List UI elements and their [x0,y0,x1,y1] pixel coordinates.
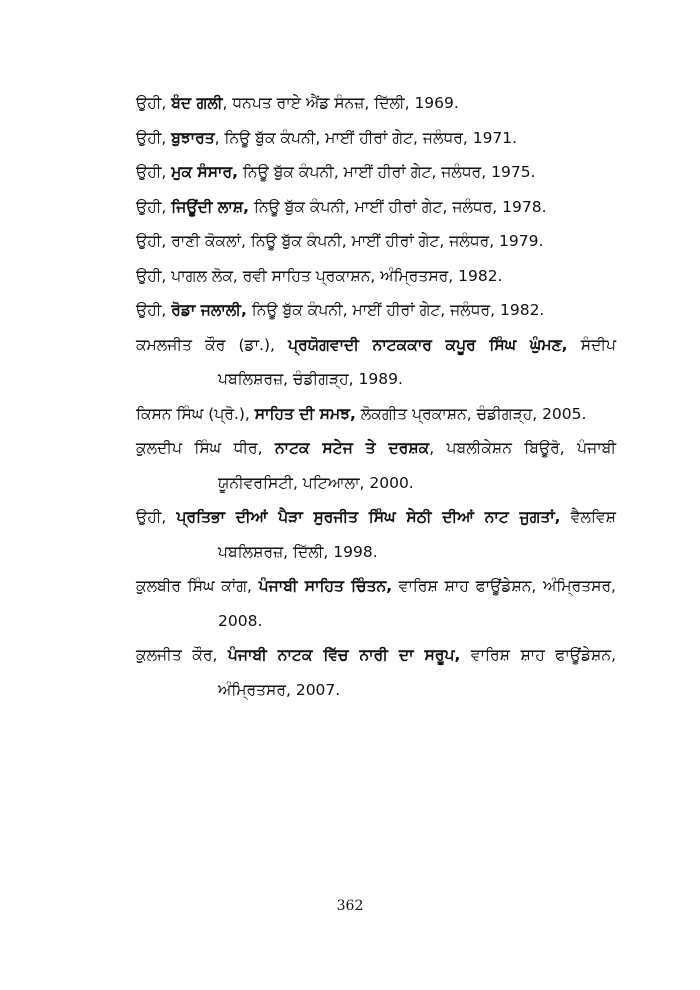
entry-author: ਉਹੀ, [136,128,172,147]
entry-title: ਨਾਟਕ ਸਟੇਜ ਤੇ ਦਰਸ਼ਕ [274,439,430,457]
entry-author: ਉਹੀ, [136,163,172,181]
entry-author: ਕੁਲਦੀਪ ਸਿੰਘ ਧੀਰ, [136,439,275,457]
bibliography-entry [136,293,616,328]
entry-publication: ਨਿਊ ਬੁੱਕ ਕੰਪਨੀ, ਮਾਈਂ ਹੀਰਾਂ ਗੇਟ, ਜਲੰਧਰ, 1982. [246,301,545,319]
entry-author: ਕਮਲਜੀਤ ਕੌਰ (ਡਾ.), [136,335,289,354]
entry-author: ਉਹੀ, [136,197,172,216]
entry-publication: ਨਿਊ ਬੁੱਕ ਕੰਪਨੀ, ਮਾਈਂ ਹੀਰਾਂ ਗੇਟ, ਜਲੰਧਰ, 1978. [249,197,547,216]
bibliography-entry [136,190,616,225]
entry-author: ਉਹੀ, [136,266,172,285]
entry-author: ਕੁਲਬੀਰ ਸਿੰਘ ਕਾਂਗ, [136,577,259,595]
entry-author: ਕਿਸਨ ਸਿੰਘ (ਪ੍ਰੋ.), [136,404,255,423]
entry-publication: , ਨਿਊ ਬੁੱਕ ਕੰਪਨੀ, ਮਾਈਂ ਹੀਰਾਂ ਗੇਟ, ਜਲੰਧਰ, 1971. [214,128,518,147]
entry-author: ਉਹੀ, [136,508,177,526]
bibliography-list [136,86,616,707]
entry-publication: ਵੈਲਵਿਸ਼ ਪਬਲਿਸ਼ਰਜ਼, ਦਿੱਲੀ, 1998. [218,508,616,561]
entry-publication: ਸੰਦੀਪ ਪਬਲਿਸ਼ਰਜ਼, ਚੰਡੀਗੜ੍ਹ, 1989. [218,335,616,388]
bibliography-entry [136,121,616,156]
entry-author: ਉਹੀ, [136,232,172,250]
entry-publication: , ਪਬਲੀਕੇਸ਼ਨ ਬਿਊਰੋ, ਪੰਜਾਬੀ ਯੂਨੀਵਰਸਿਟੀ, ਪਟਿਆਲਾ, 2000. [218,439,616,492]
entry-title: ਰੋਡਾ ਜਲਾਲੀ, [171,301,247,319]
entry-publication: ਰਾਣੀ ਕੋਕਲਾਂ, ਨਿਊ ਬੁੱਕ ਕੰਪਨੀ, ਮਾਈਂ ਹੀਰਾਂ ਗੇਟ, ਜਲੰਧਰ, 1979. [171,232,544,250]
bibliography-entry [136,500,616,569]
entry-publication: ਲੋਕਗੀਤ ਪ੍ਰਕਾਸ਼ਨ, ਚੰਡੀਗੜ੍ਹ, 2005. [355,404,587,423]
entry-title: ਮੁਕ ਸੰਸਾਰ, [171,163,238,181]
bibliography-entry [136,328,616,397]
page-number: 362 [336,898,364,914]
entry-title: ਜਿਊਂਦੀ ਲਾਸ਼, [171,197,250,216]
entry-publication: , ਧਨਪਤ ਰਾਏ ਐਂਡ ਸੰਨਜ਼, ਦਿੱਲੀ, 1969. [222,94,459,112]
bibliography-entry [136,86,616,121]
entry-publication: ਨਿਊ ਬੁੱਕ ਕੰਪਨੀ, ਮਾਈਂ ਹੀਰਾਂ ਗੇਟ, ਜਲੰਧਰ, 1975. [238,163,536,181]
entry-title: ਪੰਜਾਬੀ ਸਾਹਿਤ ਚਿੰਤਨ, [258,577,393,595]
bibliography-entry [136,155,616,190]
entry-author: ਉਹੀ, [136,301,172,319]
entry-author: ਉਹੀ, [136,94,172,112]
bibliography-entry [136,259,616,294]
entry-publication: ਪਾਗਲ ਲੋਕ, ਰਵੀ ਸਾਹਿਤ ਪ੍ਰਕਾਸ਼ਨ, ਅੰਮ੍ਰਿਤਸਰ, 1982. [171,266,503,285]
bibliography-entry [136,569,616,638]
bibliography-entry [136,224,616,259]
bibliography-entry [136,397,616,432]
entry-title: ਪ੍ਰਤਿਭਾ ਦੀਆਂ ਪੈੜਾ ਸੁਰਜੀਤ ਸਿੰਘ ਸੇਠੀ ਦੀਆਂ ਨਾਟ ਜੁਗਤਾਂ, [176,508,561,526]
entry-title: ਪੰਜਾਬੀ ਨਾਟਕ ਵਿੱਚ ਨਾਰੀ ਦਾ ਸਰੂਪ, [227,646,461,664]
entry-title: ਪ੍ਰਯੋਗਵਾਦੀ ਨਾਟਕਕਾਰ ਕਪੂਰ ਸਿੰਘ ਘੁੰਮਣ, [288,335,568,354]
entry-title: ਬੁਝਾਰਤ [171,128,215,147]
bibliography-entry [136,638,616,707]
entry-author: ਕੁਲਜੀਤ ਕੌਰ, [136,646,228,664]
entry-title: ਸਾਹਿਤ ਦੀ ਸਮਝ, [254,404,356,423]
entry-title: ਬੰਦ ਗਲੀ [171,94,223,112]
entry-publication: ਵਾਰਿਸ਼ ਸ਼ਾਹ ਫਾਊਂਡੇਸ਼ਨ, ਅੰਮ੍ਰਿਤਸਰ, 2008. [218,577,616,630]
bibliography-entry [136,431,616,500]
entry-publication: ਵਾਰਿਸ਼ ਸ਼ਾਹ ਫਾਊਂਡੇਸ਼ਨ, ਅੰਮ੍ਰਿਤਸਰ, 2007. [218,646,616,699]
